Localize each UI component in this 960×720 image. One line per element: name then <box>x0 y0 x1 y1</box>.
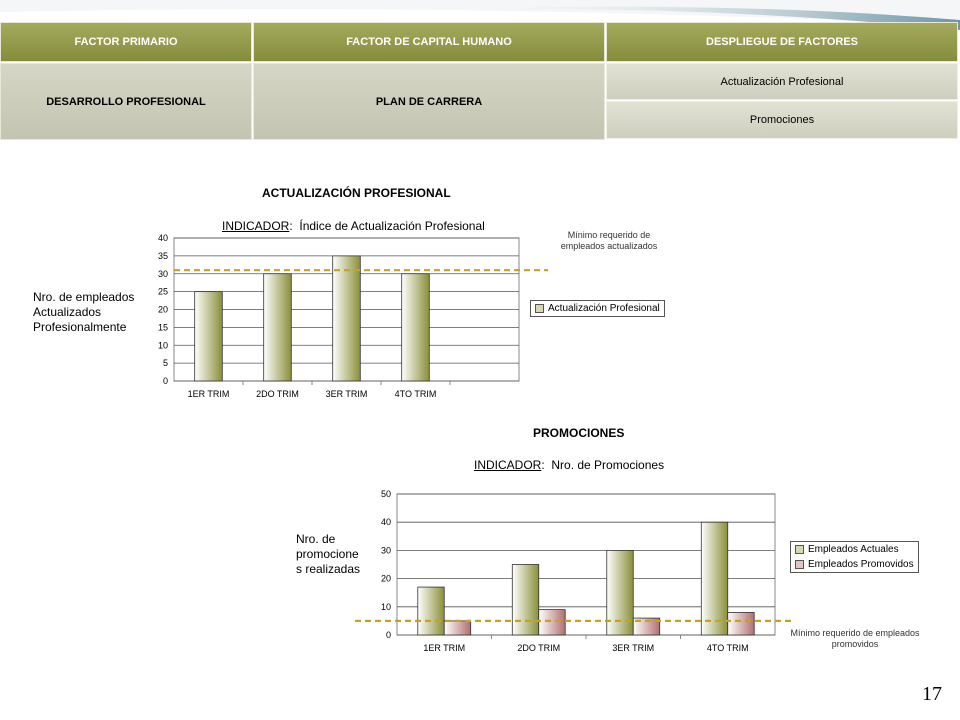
chart1-ytick-label: 5 <box>162 358 168 369</box>
chart2-indicator-value: Nro. de Promociones <box>551 458 665 472</box>
chart1-ytick-label: 10 <box>157 340 168 351</box>
chart2-indicator-label: INDICADOR <box>474 458 542 472</box>
chart1-legend-item <box>531 301 664 316</box>
chart2-legend-swatch <box>795 545 804 554</box>
chart1-bar-a <box>402 274 430 381</box>
chart2-xtick-label: 1ER TRIM <box>423 643 466 653</box>
chart1-xtick-label: 3ER TRIM <box>325 389 368 399</box>
chart2-ytick-label: 30 <box>380 545 391 556</box>
chart2-legend-item <box>791 542 918 557</box>
chart2-bar-a <box>512 565 538 636</box>
chart2-bar-b <box>444 621 470 635</box>
chart1-legend <box>530 300 665 317</box>
chart2-xtick-label: 4TO TRIM <box>706 643 749 653</box>
chart1-ytick-label: 20 <box>157 304 168 315</box>
chart1-y-axis-label: Nro. de empleados Actualizados Profesionalmente <box>33 290 135 334</box>
chart2-ytick-label: 10 <box>380 601 391 612</box>
chart2-xtick-label: 2DO TRIM <box>517 643 561 653</box>
chart1-ytick-label: 30 <box>157 268 168 279</box>
chart2-ytick-label: 0 <box>385 630 391 640</box>
cell-promociones: Promociones <box>606 101 958 139</box>
chart2-legend <box>790 541 919 573</box>
chart2-bar-b <box>539 610 565 635</box>
chart1-xtick-label: 1ER TRIM <box>187 389 230 399</box>
chart2-bar-a <box>418 587 444 635</box>
chart2-legend-label: Empleados Promovidos <box>808 559 914 570</box>
chart2-min-note: Mínimo requerido de empleados promovidos <box>790 628 920 649</box>
chart2-ytick-label: 50 <box>380 489 391 499</box>
chart2-legend-label: Empleados Actuales <box>808 544 899 555</box>
chart1-legend-swatch <box>535 304 544 313</box>
chart1-bar-a <box>333 256 361 381</box>
chart1-bar-a <box>264 274 292 381</box>
chart1-bar-a <box>195 292 223 381</box>
chart1-xtick-label: 2DO TRIM <box>256 389 299 399</box>
chart1-title: ACTUALIZACIÓN PROFESIONAL <box>262 186 451 200</box>
chart1-ytick-label: 0 <box>162 376 168 386</box>
chart1-indicator-value: Índice de Actualización Profesional <box>299 219 485 233</box>
chart2-legend-swatch <box>795 560 804 569</box>
chart1-ytick-label: 15 <box>157 322 168 333</box>
chart2-bar-a <box>607 550 633 635</box>
chart2-ytick-label: 40 <box>380 517 391 528</box>
chart2-bar-b <box>728 612 754 635</box>
chart2-promociones <box>355 484 795 664</box>
chart1-legend-label: Actualización Profesional <box>548 303 660 314</box>
cell-plan-de-carrera: PLAN DE CARRERA <box>253 63 605 140</box>
chart2-legend-item <box>791 557 918 572</box>
chart2-y-axis-label: Nro. de promocione s realizadas <box>296 532 361 576</box>
chart2-xtick-label: 3ER TRIM <box>612 643 655 653</box>
chart1-ytick-label: 40 <box>157 233 168 243</box>
chart2-ytick-label: 20 <box>380 573 391 584</box>
chart1-ytick-label: 35 <box>157 250 168 261</box>
header-factor-primario: FACTOR PRIMARIO <box>0 22 252 62</box>
chart1-actualizacion <box>140 228 560 408</box>
chart1-xtick-label: 4TO TRIM <box>394 389 437 399</box>
chart2-bar-a <box>701 522 727 635</box>
page-number: 17 <box>922 683 942 705</box>
chart2-title: PROMOCIONES <box>533 426 625 440</box>
chart1-ytick-label: 25 <box>157 286 168 297</box>
chart2-indicator: INDICADOR: Nro. de Promociones <box>474 458 665 472</box>
cell-actualizacion-profesional: Actualización Profesional <box>606 63 958 100</box>
header-factor-capital-humano: FACTOR DE CAPITAL HUMANO <box>253 22 605 62</box>
chart1-indicator: INDICADOR: Índice de Actualización Profesional <box>222 219 485 233</box>
header-despliegue-factores: DESPLIEGUE DE FACTORES <box>606 22 958 62</box>
cell-desarrollo-profesional: DESARROLLO PROFESIONAL <box>0 63 252 140</box>
chart1-indicator-label: INDICADOR <box>222 219 290 233</box>
chart1-min-note: Mínimo requerido de empleados actualizados <box>560 230 658 251</box>
